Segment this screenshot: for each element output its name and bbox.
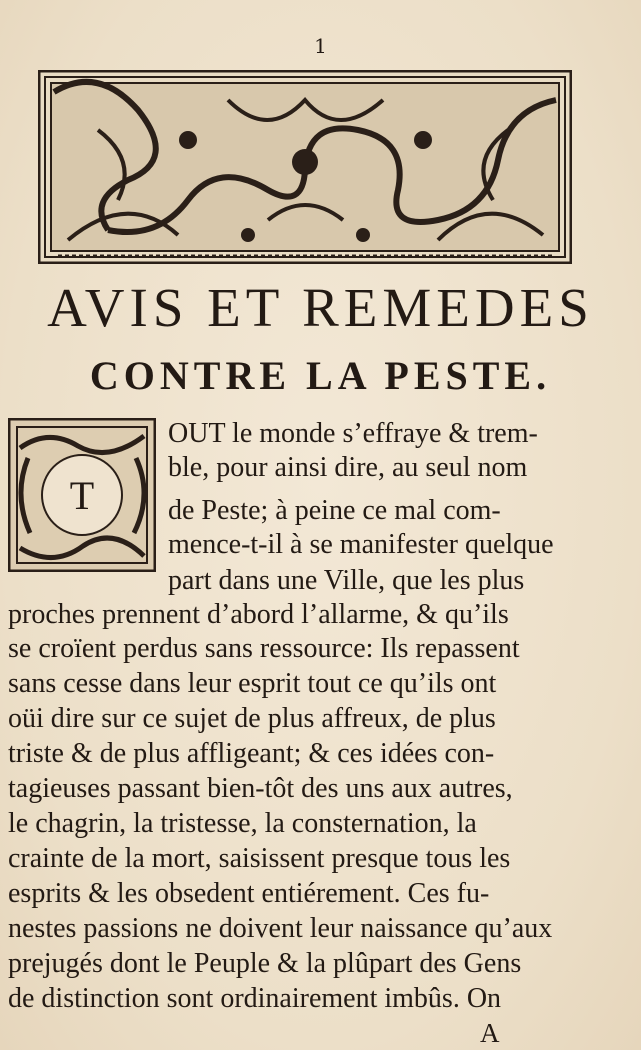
text-line: prejugés dont le Peuple & la plûpart des Gens: [8, 948, 522, 979]
woodcut-headpiece-ornament: [38, 70, 572, 264]
title-line-2: CONTRE LA PESTE.: [89, 353, 552, 398]
text-line: esprits & les obsedent entiérement. Ces fu-: [8, 878, 490, 909]
text-line: oüi dire sur ce sujet de plus affreux, de plus: [8, 703, 496, 734]
text-line: triste & de plus affligeant; & ces idées con-: [8, 738, 495, 769]
text-line: ble, pour ainsi dire, au seul nom: [168, 452, 528, 483]
text-line: part dans une Ville, que les plus: [168, 565, 525, 596]
text-line: de Peste; à peine ce mal com-: [168, 495, 501, 526]
text-line: proches prennent d’abord l’allarme, & qu’ils: [8, 599, 509, 630]
catchword: A: [480, 1018, 500, 1048]
page-number: 1: [314, 34, 327, 58]
text-line: le chagrin, la tristesse, la consternation, la: [8, 808, 477, 839]
drop-cap-letter: T: [69, 472, 95, 518]
text-line: tagieuses passant bien-tôt des uns aux autres,: [8, 773, 513, 804]
text-line: se croïent perdus sans ressource: Ils repassent: [8, 633, 520, 664]
text-line: crainte de la mort, saisissent presque tous les: [8, 843, 511, 874]
ornamental-initial: [8, 418, 156, 572]
text-line: sans cesse dans leur esprit tout ce qu’ils ont: [8, 668, 497, 699]
text-line: nestes passions ne doivent leur naissance qu’aux: [8, 913, 553, 944]
text-line: OUT le monde s’effraye & trem-: [168, 418, 538, 449]
title-line-1: AVIS ET REMEDES: [47, 277, 594, 338]
text-line: mence-t-il à se manifester quelque: [168, 529, 554, 560]
text-line: de distinction sont ordinairement imbûs. On: [8, 983, 502, 1014]
